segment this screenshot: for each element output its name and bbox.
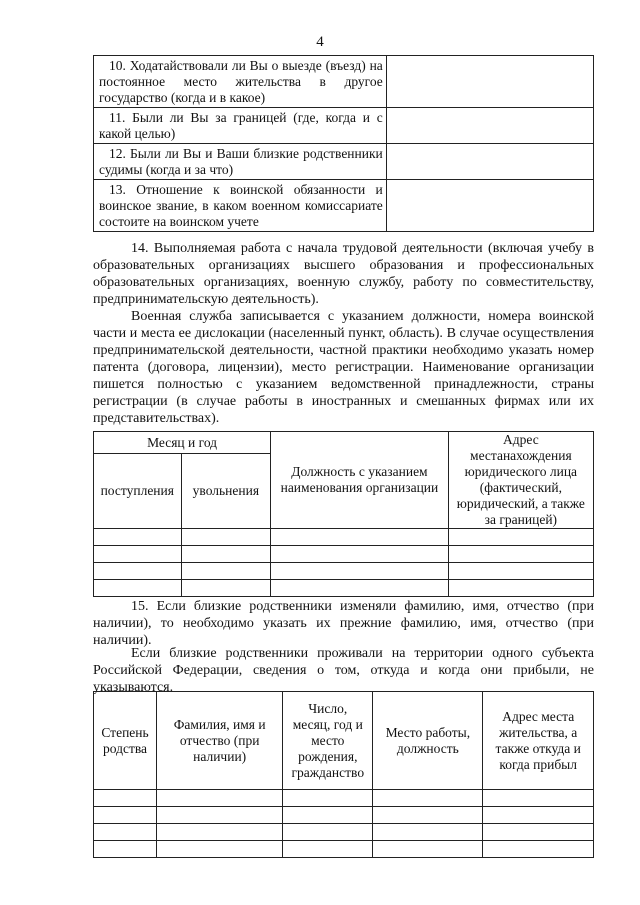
birth-cell[interactable] <box>283 790 373 807</box>
name-cell[interactable] <box>157 841 283 858</box>
degree-cell[interactable] <box>94 841 157 858</box>
address-cell[interactable] <box>483 824 594 841</box>
birth-cell[interactable] <box>283 841 373 858</box>
birth-cell[interactable] <box>283 824 373 841</box>
table-row <box>94 807 594 824</box>
address-cell[interactable] <box>448 529 593 546</box>
work-cell[interactable] <box>373 790 483 807</box>
degree-cell[interactable] <box>94 790 157 807</box>
position-cell[interactable] <box>271 546 449 563</box>
address-header: Адрес местанахождения юридического лица (фактический, юридический, а также за границей) <box>448 432 593 529</box>
questions-table <box>93 55 594 232</box>
question-row <box>94 180 594 232</box>
start-date-cell[interactable] <box>94 529 182 546</box>
question-13-text: 13. Отношение к воинской обязанности и воинское звание, в каком военном комиссариате состоите на воинском учете <box>94 180 387 232</box>
position-cell[interactable] <box>271 529 449 546</box>
degree-header: Степень родства <box>94 692 157 790</box>
work-cell[interactable] <box>373 841 483 858</box>
degree-cell[interactable] <box>94 824 157 841</box>
position-cell[interactable] <box>271 580 449 597</box>
end-date-cell[interactable] <box>181 529 271 546</box>
question-row <box>94 144 594 180</box>
table-row <box>94 790 594 807</box>
end-date-cell[interactable] <box>181 563 271 580</box>
name-cell[interactable] <box>157 824 283 841</box>
work-header: Место работы, должность <box>373 692 483 790</box>
question-11-text: 11. Были ли Вы за границей (где, когда и с какой целью) <box>94 108 387 144</box>
address-cell[interactable] <box>448 563 593 580</box>
name-header: Фамилия, имя и отчество (при наличии) <box>157 692 283 790</box>
name-cell[interactable] <box>157 790 283 807</box>
degree-cell[interactable] <box>94 807 157 824</box>
question-12-answer[interactable] <box>386 144 593 180</box>
section-14-instructions: Военная служба записывается с указанием должности, номера воинской части и места ее дислокации (населенный пункт, область). В случае осуществления предпринимательской деятельности, частной практики необходимо указать номер патента (договора, лицензии), место регистрации. Наименование организации пишется полностью с указанием ведомственной принадлежности, страны регистрации (в случае работы в иностранных и смешанных фирмах или их представительствах). <box>93 309 594 426</box>
table-row <box>94 824 594 841</box>
month-year-header: Месяц и год <box>94 432 271 454</box>
question-12-text: 12. Были ли Вы и Ваши близкие родственники судимы (когда и за что) <box>94 144 387 180</box>
section-14-heading: 14. Выполняемая работа с начала трудовой деятельности (включая учебу в образовательных организациях высшего образования и профессиональных образовательных организациях, военную службу, работу по совместительству, предпринимательскую деятельность). <box>93 241 594 307</box>
end-date-cell[interactable] <box>181 546 271 563</box>
address-cell[interactable] <box>483 790 594 807</box>
position-cell[interactable] <box>271 563 449 580</box>
address-cell[interactable] <box>448 580 593 597</box>
address-cell[interactable] <box>448 546 593 563</box>
address-cell[interactable] <box>483 841 594 858</box>
end-date-cell[interactable] <box>181 580 271 597</box>
section-15-heading: 15. Если близкие родственники изменяли фамилию, имя, отчество (при наличии), то необходимо указать их прежние фамилию, имя, отчество (при наличии). <box>93 599 594 648</box>
start-date-cell[interactable] <box>94 563 182 580</box>
start-date-cell[interactable] <box>94 580 182 597</box>
question-10-answer[interactable] <box>386 56 593 108</box>
work-cell[interactable] <box>373 824 483 841</box>
page-number: 4 <box>316 34 324 50</box>
table-row <box>94 841 594 858</box>
start-date-cell[interactable] <box>94 546 182 563</box>
table-row <box>94 546 594 563</box>
relatives-table <box>93 691 594 858</box>
address-header: Адрес места жительства, а также откуда и когда прибыл <box>483 692 594 790</box>
birth-header: Число, месяц, год и место рождения, гражданство <box>283 692 373 790</box>
table-row <box>94 529 594 546</box>
question-13-answer[interactable] <box>386 180 593 232</box>
work-cell[interactable] <box>373 807 483 824</box>
table-row <box>94 580 594 597</box>
question-11-answer[interactable] <box>386 108 593 144</box>
name-cell[interactable] <box>157 807 283 824</box>
question-row <box>94 108 594 144</box>
section-15-note: Если близкие родственники проживали на территории одного субъекта Российской Федерации, сведения о том, откуда и когда они прибыли, не указываются. <box>93 646 594 695</box>
address-cell[interactable] <box>483 807 594 824</box>
birth-cell[interactable] <box>283 807 373 824</box>
question-10-text: 10. Ходатайствовали ли Вы о выезде (въезд) на постоянное место жительства в другое государство (когда и в какое) <box>94 56 387 108</box>
start-date-header: поступления <box>94 454 182 529</box>
work-history-table <box>93 431 594 597</box>
table-row <box>94 563 594 580</box>
position-header: Должность с указанием наименования организации <box>271 432 449 529</box>
end-date-header: увольнения <box>181 454 271 529</box>
question-row <box>94 56 594 108</box>
